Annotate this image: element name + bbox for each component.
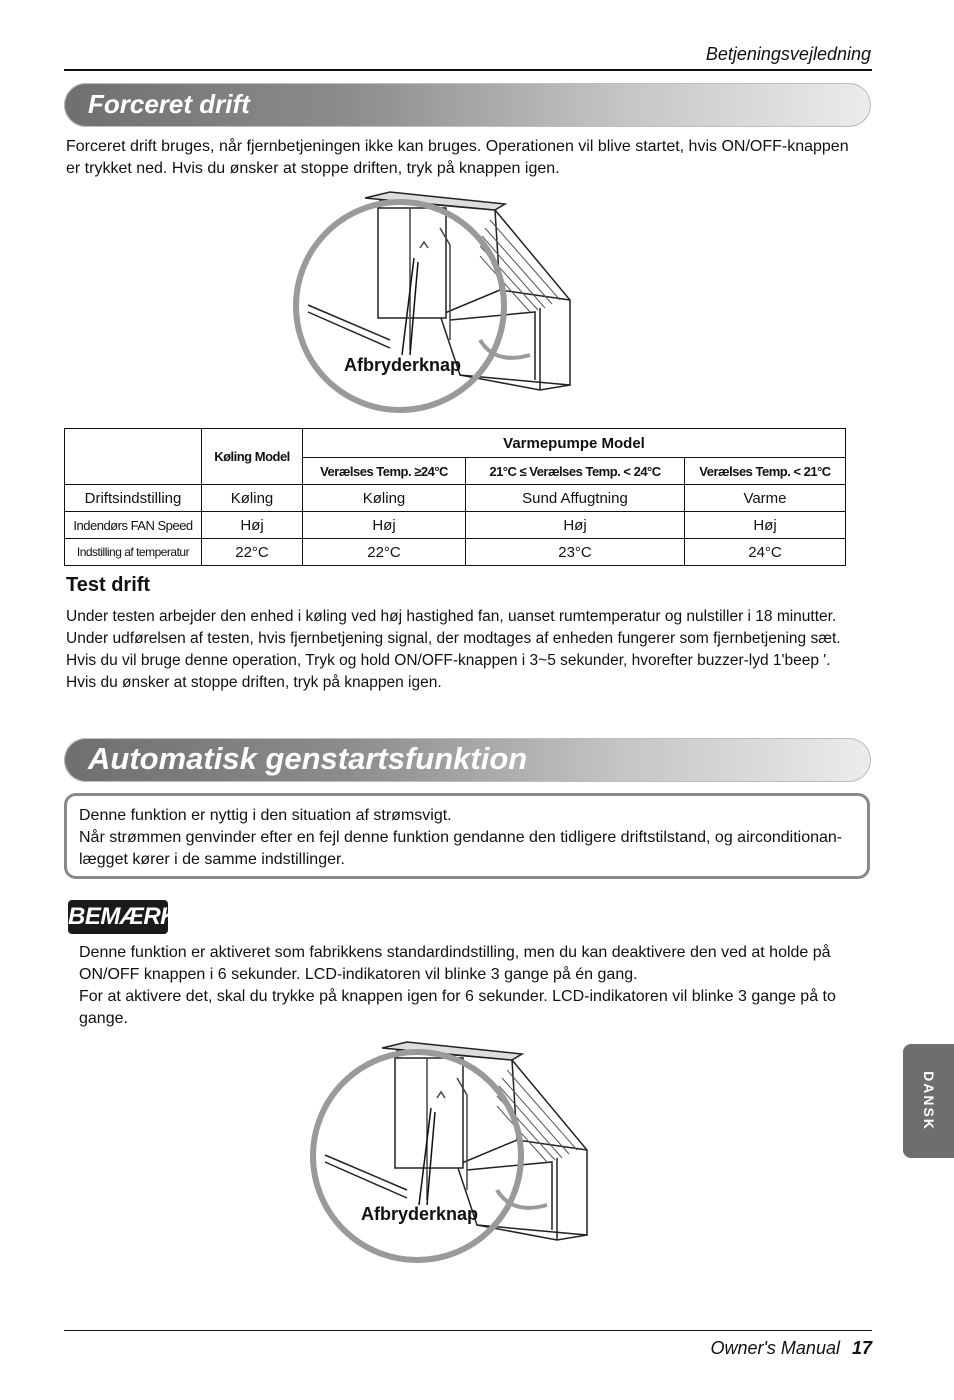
note-badge: BEMÆRK <box>68 900 168 934</box>
table-cell: Høj <box>685 512 846 539</box>
section-banner-genstart <box>64 738 871 782</box>
temp-header: Verælses Temp. ≥24°C <box>303 458 466 485</box>
paragraph-line: Når strømmen genvinder efter en fejl denne funktion gendanne den tidligere driftstilstand, og airconditionan- <box>79 829 843 846</box>
paragraph-line: gange. <box>79 1010 128 1027</box>
language-tab <box>903 1044 954 1158</box>
row-label: Driftsindstilling <box>65 485 202 512</box>
table-row <box>65 512 846 539</box>
paragraph-line: Hvis du vil bruge denne operation, Tryk og hold ON/OFF-knappen i 3~5 sekunder, hvorefter buzzer-lyd 1'beep '. <box>66 652 831 669</box>
table-cell: Sund Affugtning <box>466 485 685 512</box>
test-drift-paragraph <box>66 606 841 694</box>
note-paragraph <box>79 942 836 1030</box>
row-label: Indstilling af temperatur <box>65 539 202 566</box>
table-cell: 22°C <box>202 539 303 566</box>
temp-header: Verælses Temp. < 21°C <box>685 458 846 485</box>
table-row <box>65 539 846 566</box>
paragraph-line: er trykket ned. Hvis du ønsker at stoppe driften, tryk på knappen igen. <box>66 160 560 177</box>
language-tab-label: DANSK <box>920 1071 937 1131</box>
table-cell: Varme <box>685 485 846 512</box>
table-cell: 22°C <box>303 539 466 566</box>
heatpump-model-header: Varmepumpe Model <box>303 429 846 458</box>
section-title: Automatisk genstartsfunktion <box>88 741 528 776</box>
header-rule <box>64 69 872 71</box>
ac-unit-illustration <box>307 1040 607 1265</box>
paragraph-line: Denne funktion er aktiveret som fabrikkens standardindstilling, men du kan deaktivere den ved at holde på <box>79 944 831 961</box>
footer-rule <box>64 1330 872 1331</box>
paragraph-line: Under udførelsen af testen, hvis fjernbetjening signal, der modtages af enheden fungerer som fjernbetjening sæt. <box>66 630 841 647</box>
footer-manual: Owner's Manual <box>710 1338 840 1358</box>
footer <box>710 1338 872 1359</box>
paragraph-line: lægget kører i de samme indstillinger. <box>79 851 345 868</box>
info-box-text <box>79 805 842 871</box>
table-cell: Køling <box>303 485 466 512</box>
table-row <box>65 485 846 512</box>
table-cell: Høj <box>202 512 303 539</box>
test-drift-heading: Test drift <box>66 574 151 596</box>
paragraph-line: Denne funktion er nyttig i den situation af strømsvigt. <box>79 807 452 824</box>
figure-label-afbryderknap: Afbryderknap <box>361 1204 479 1224</box>
cooling-model-header: Køling Model <box>202 429 303 485</box>
page-number: 17 <box>851 1338 872 1358</box>
table-cell: 24°C <box>685 539 846 566</box>
row-label: Indendørs FAN Speed <box>65 512 202 539</box>
paragraph-line: Under testen arbejder den enhed i køling ved høj hastighed fan, uanset rumtemperatur og nulstiller i 18 minutter. <box>66 608 837 625</box>
section-banner-forceret <box>64 83 871 127</box>
table-cell: Køling <box>202 485 303 512</box>
table-cell: Høj <box>303 512 466 539</box>
running-header: Betjeningsvejledning <box>705 44 871 64</box>
paragraph-line: For at aktivere det, skal du trykke på knappen igen for 6 sekunder. LCD-indikatoren vil blinke 3 gange på to <box>79 988 836 1005</box>
table-corner <box>65 429 202 485</box>
ac-unit-illustration <box>290 190 590 415</box>
figure-label-afbryderknap: Afbryderknap <box>344 355 462 375</box>
paragraph-line: Forceret drift bruges, når fjernbetjeningen ikke kan bruges. Operationen vil blive startet, hvis ON/OFF-knappen <box>66 138 849 155</box>
table-cell: Høj <box>466 512 685 539</box>
paragraph-line: Hvis du ønsker at stoppe driften, tryk på knappen igen. <box>66 674 442 691</box>
paragraph-line: ON/OFF knappen i 6 sekunder. LCD-indikatoren vil blinke 3 gange på én gang. <box>79 966 638 983</box>
temp-header: 21°C ≤ Verælses Temp. < 24°C <box>466 458 685 485</box>
operation-table <box>64 428 846 566</box>
forceret-paragraph <box>66 136 849 180</box>
info-box <box>64 793 870 879</box>
table-cell: 23°C <box>466 539 685 566</box>
section-title: Forceret drift <box>88 89 250 119</box>
